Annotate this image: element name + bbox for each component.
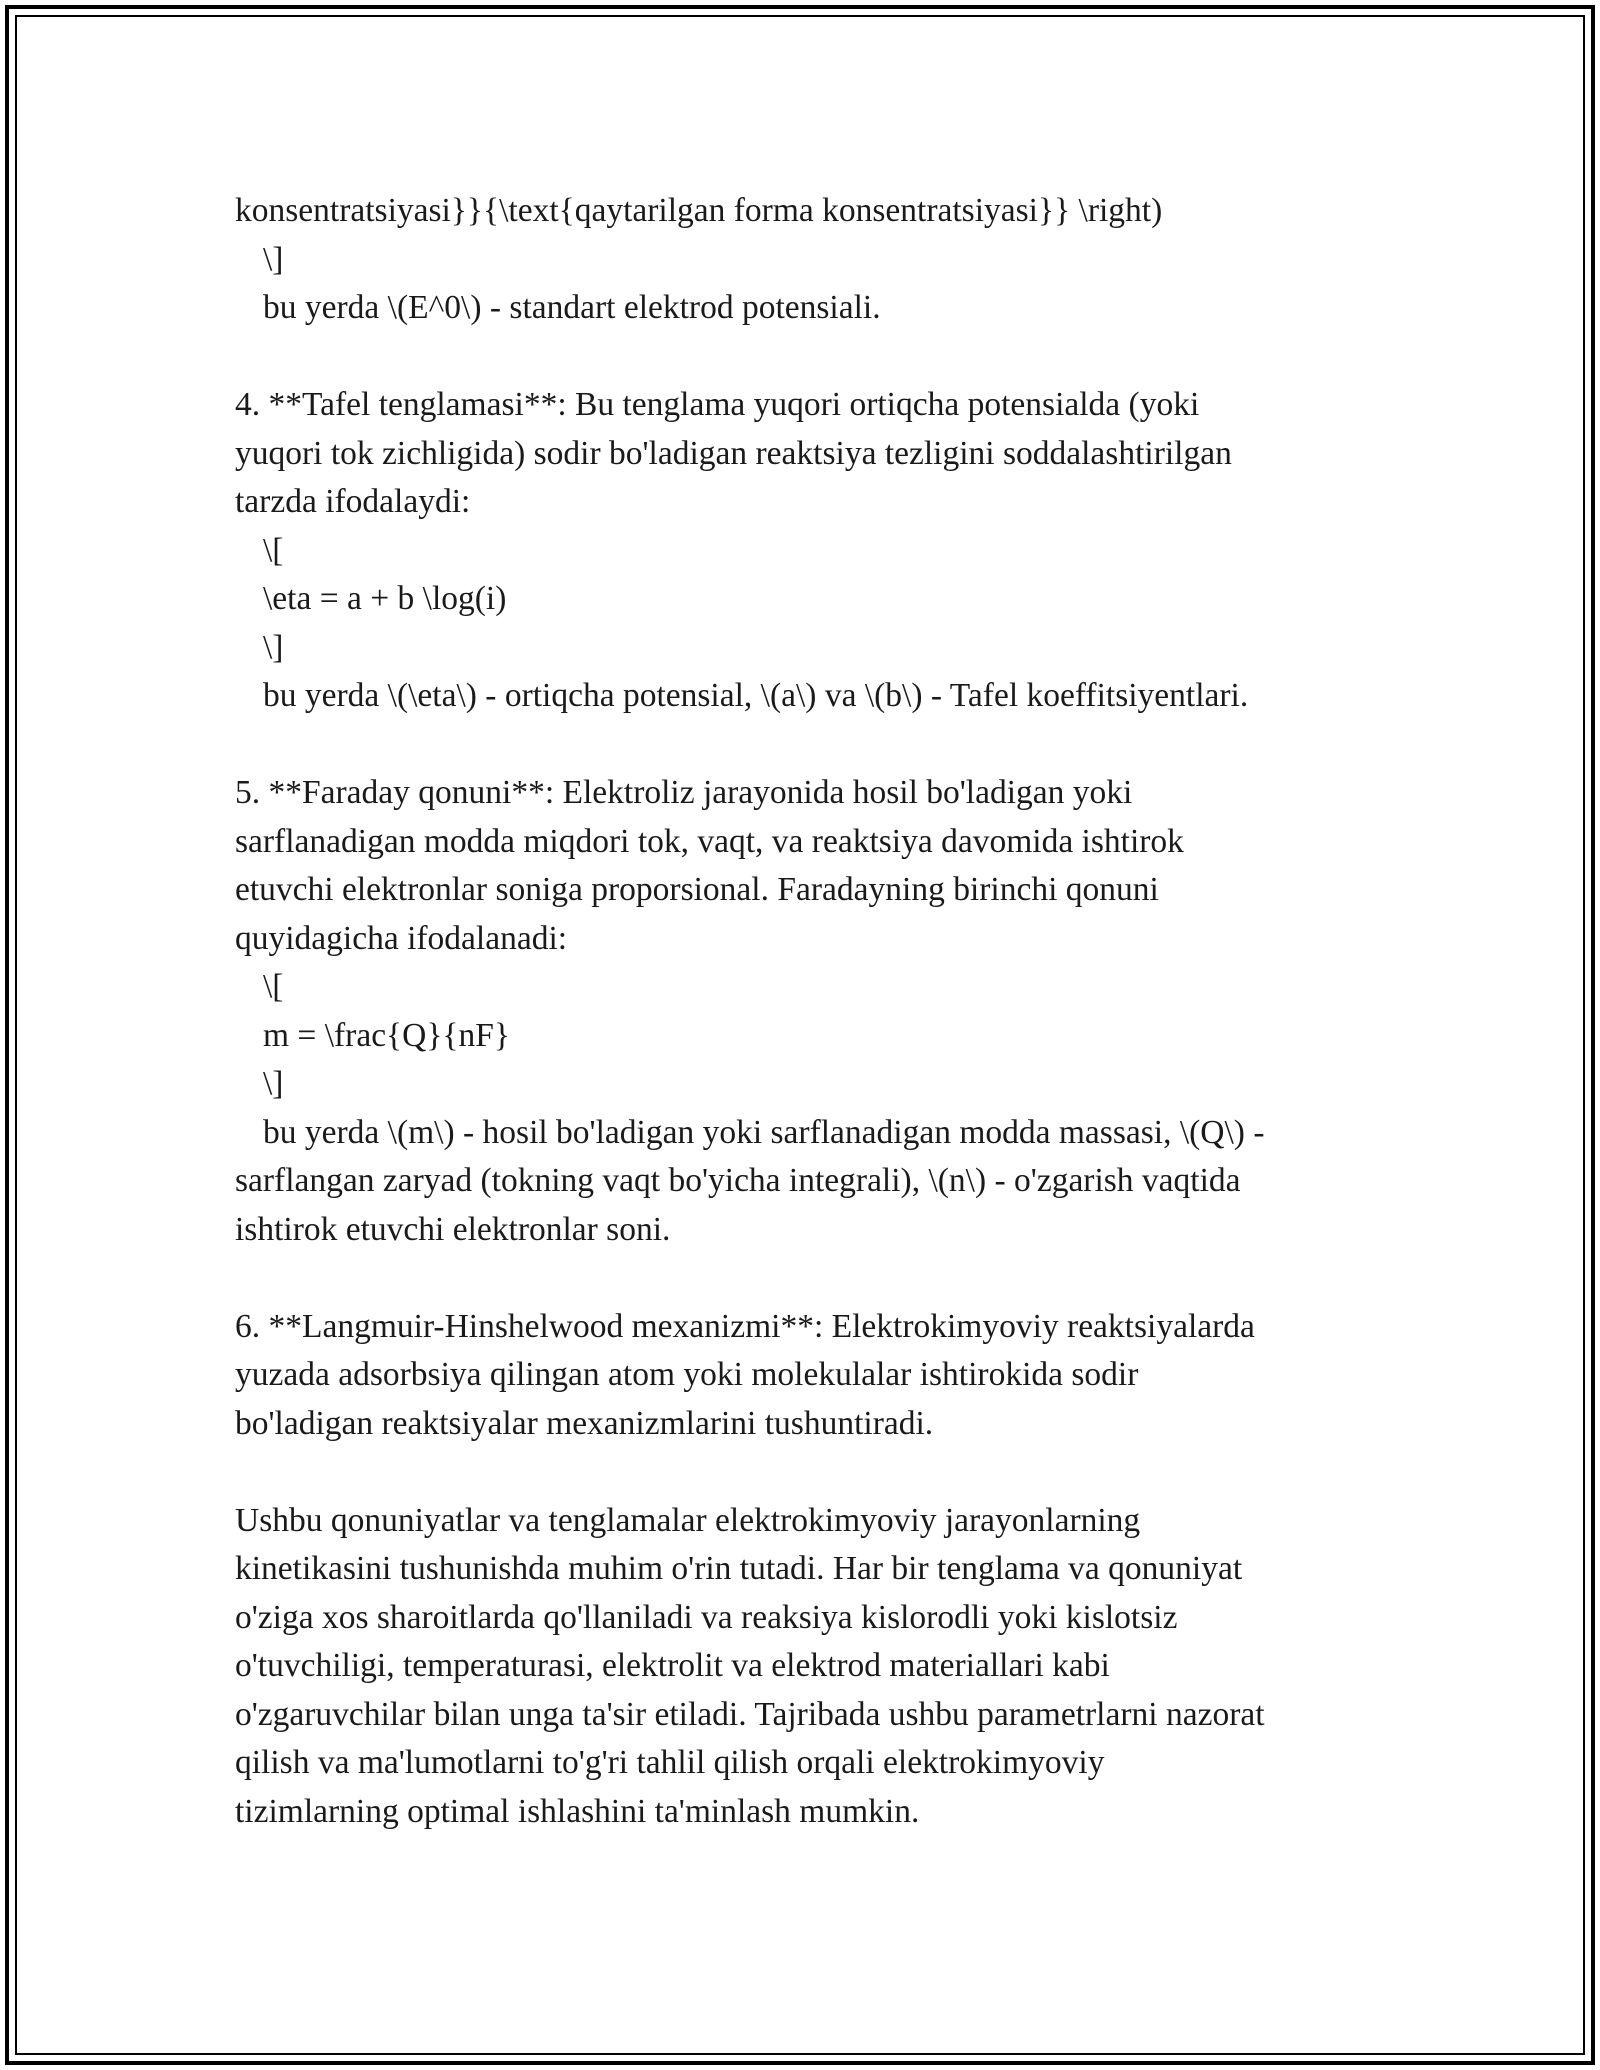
text-line: tarzda ifodalaydi:	[235, 483, 471, 520]
document-body	[235, 187, 1385, 1836]
blank-line	[235, 1448, 1385, 1497]
blank-line	[235, 333, 1385, 382]
blank-line	[235, 1254, 1385, 1303]
text-line: bo'ladigan reaktsiyalar mexanizmlarini tushuntiradi.	[235, 1404, 934, 1442]
text-line: 4. **Tafel tenglamasi**: Bu tenglama yuqori ortiqcha potensialda (yoki	[235, 386, 1200, 423]
text-line: bu yerda \(\eta\) - ortiqcha potensial, \(a\) va \(b\) - Tafel koeffitsiyentlari.	[263, 677, 1249, 714]
text-line: o'tuvchiligi, temperaturasi, elektrolit va elektrod materiallari kabi	[235, 1647, 1110, 1684]
text-line: kinetikasini tushunishda muhim o'rin tutadi. Har bir tenglama va qonuniyat	[235, 1550, 1243, 1587]
text-line: \]	[263, 240, 284, 278]
text-line: etuvchi elektronlar soniga proporsional. Faradayning birinchi qonuni	[235, 871, 1159, 908]
blank-line	[235, 721, 1385, 770]
text-line: o'ziga xos sharoitlarda qo'llaniladi va reaksiya kislorodli yoki kislotsiz	[235, 1598, 1178, 1636]
text-line: tizimlarning optimal ishlashini ta'minlash mumkin.	[235, 1792, 920, 1830]
text-line: o'zgaruvchilar bilan unga ta'sir etiladi. Tajribada ushbu parametrlarni nazorat	[235, 1695, 1265, 1733]
text-line: 6. **Langmuir-Hinshelwood mexanizmi**: Elektrokimyoviy reaktsiyalarda	[235, 1307, 1255, 1345]
text-line: sarflangan zaryad (tokning vaqt bo'yicha integrali), \(n\) - o'zgarish vaqtida	[235, 1162, 1241, 1199]
text-line: bu yerda \(m\) - hosil bo'ladigan yoki sarflanadigan modda massasi, \(Q\) -	[263, 1113, 1265, 1151]
text-line: quyidagicha ifodalanadi:	[235, 919, 568, 957]
text-line: \[	[263, 531, 284, 569]
text-line: bu yerda \(E^0\) - standart elektrod potensiali.	[263, 289, 881, 326]
text-line: \[	[263, 968, 284, 1005]
text-line: \]	[263, 628, 284, 666]
text-line: yuqori tok zichligida) sodir bo'ladigan reaktsiya tezligini soddalashtirilgan	[235, 434, 1232, 472]
text-line: yuzada adsorbsiya qilingan atom yoki molekulalar ishtirokida sodir	[235, 1356, 1139, 1393]
text-line: \]	[263, 1065, 284, 1102]
text-line: konsentratsiyasi}}{\text{qaytarilgan forma konsentratsiyasi}} \right)	[235, 192, 1163, 229]
text-line: sarflanadigan modda miqdori tok, vaqt, va reaktsiya davomida ishtirok	[235, 822, 1184, 860]
text-line: \eta = a + b \log(i)	[263, 580, 507, 617]
text-line: Ushbu qonuniyatlar va tenglamalar elektrokimyoviy jarayonlarning	[235, 1501, 1141, 1539]
text-line: m = \frac{Q}{nF}	[263, 1016, 510, 1054]
text-line: ishtirok etuvchi elektronlar soni.	[235, 1210, 671, 1248]
text-line: 5. **Faraday qonuni**: Elektroliz jarayonida hosil bo'ladigan yoki	[235, 774, 1133, 811]
text-line: qilish va ma'lumotlarni to'g'ri tahlil qilish orqali elektrokimyoviy	[235, 1744, 1105, 1781]
